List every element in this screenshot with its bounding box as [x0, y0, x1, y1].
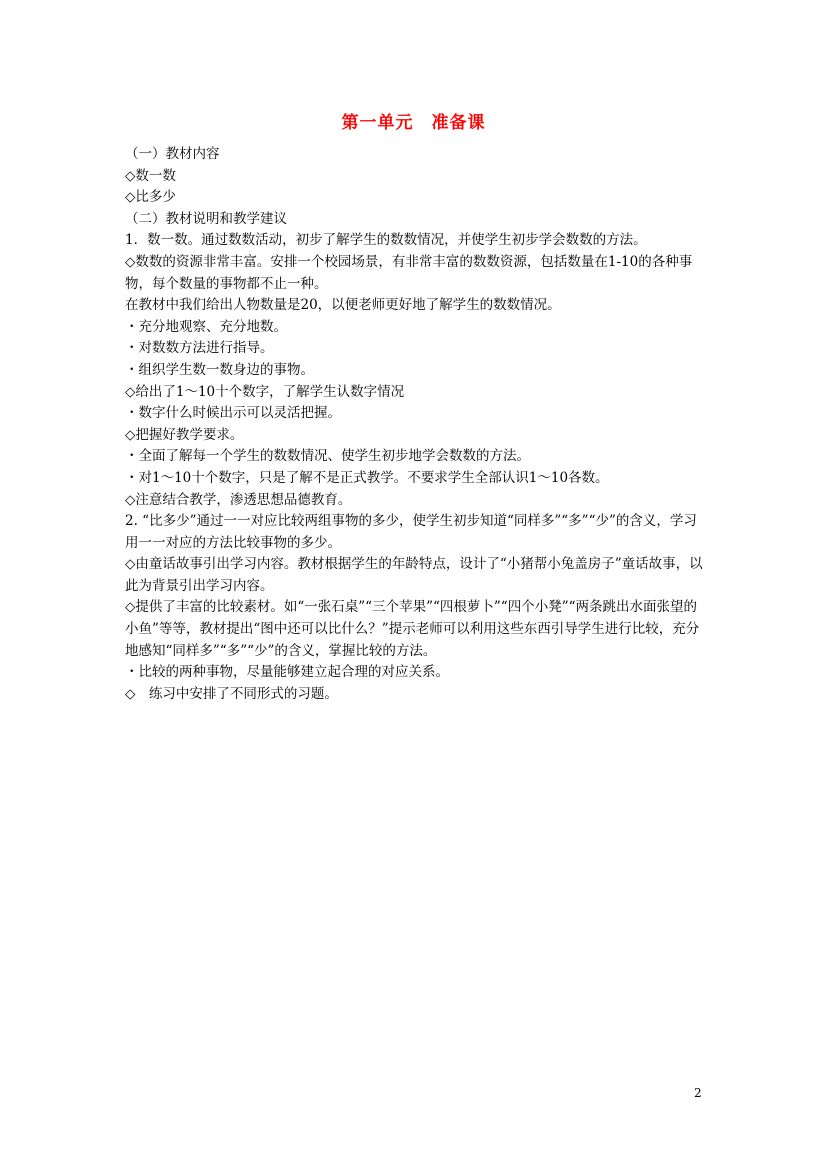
bullet-item: ・数字什么时候出示可以灵活把握。: [125, 405, 341, 422]
bullet-item: ・全面了解每一个学生的数数情况、使学生初步地学会数数的方法。: [125, 448, 530, 465]
paragraph: ◇把握好教学要求。: [125, 426, 244, 443]
document-body: [125, 144, 710, 705]
list-item: ◇比多少: [125, 189, 176, 206]
paragraph: ◇注意结合教学，渗透思想品德教育。: [125, 491, 352, 508]
page-title: 第一单元 准备课: [341, 113, 486, 133]
page-number: 2: [694, 1086, 702, 1100]
paragraph: 1．数一数。通过数数活动，初步了解学生的数数情况，并使学生初步学会数数的方法。: [125, 232, 647, 249]
paragraph: 2. “比多少”通过一一对应比较两组事物的多少，使学生初步知道“同样多”“多”“少”的含义，学习用一一对应的方法比较事物的多少。: [125, 513, 697, 551]
paragraph: ◇提供了丰富的比较素材。如“一张石桌”“三个苹果”“四根萝卜”“四个小凳”“两条跳出水面张望的小鱼”等等，教材提出“图中还可以比什么？”提示老师可以利用这些东西引导学生进行比较，充分地感知“同样多”“多”“少”的含义，掌握比较的方法。: [125, 599, 700, 659]
paragraph: 在教材中我们给出人物数量是20，以便老师更好地了解学生的数数情况。: [125, 297, 561, 314]
paragraph: ◇给出了1～10十个数字，了解学生认数字情况: [125, 383, 405, 400]
bullet-item: ・组织学生数一数身边的事物。: [125, 361, 314, 378]
list-item: ◇数一数: [125, 167, 176, 184]
paragraph: ◇ 练习中安排了不同形式的习题。: [125, 685, 338, 702]
bullet-item: ・充分地观察、充分地数。: [125, 318, 287, 335]
paragraph: ◇数数的资源非常丰富。安排一个校园场景，有非常丰富的数数资源，包括数量在1-10的各种事物，每个数量的事物都不止一种。: [125, 253, 693, 292]
section-heading-content: （一）教材内容: [125, 146, 220, 162]
section-heading-explanation: （二）教材说明和教学建议: [125, 210, 287, 227]
paragraph: ◇由童话故事引出学习内容。教材根据学生的年龄特点，设计了“小猪帮小兔盖房子”童话故事，以此为背景引出学习内容。: [125, 556, 703, 594]
bullet-item: ・对1～10十个数字，只是了解不是正式教学。不要求学生全部认识1～10各数。: [125, 469, 609, 486]
bullet-item: ・比较的两种事物，尽量能够建立起合理的对应关系。: [125, 664, 449, 681]
bullet-item: ・对数数方法进行指导。: [125, 340, 274, 357]
